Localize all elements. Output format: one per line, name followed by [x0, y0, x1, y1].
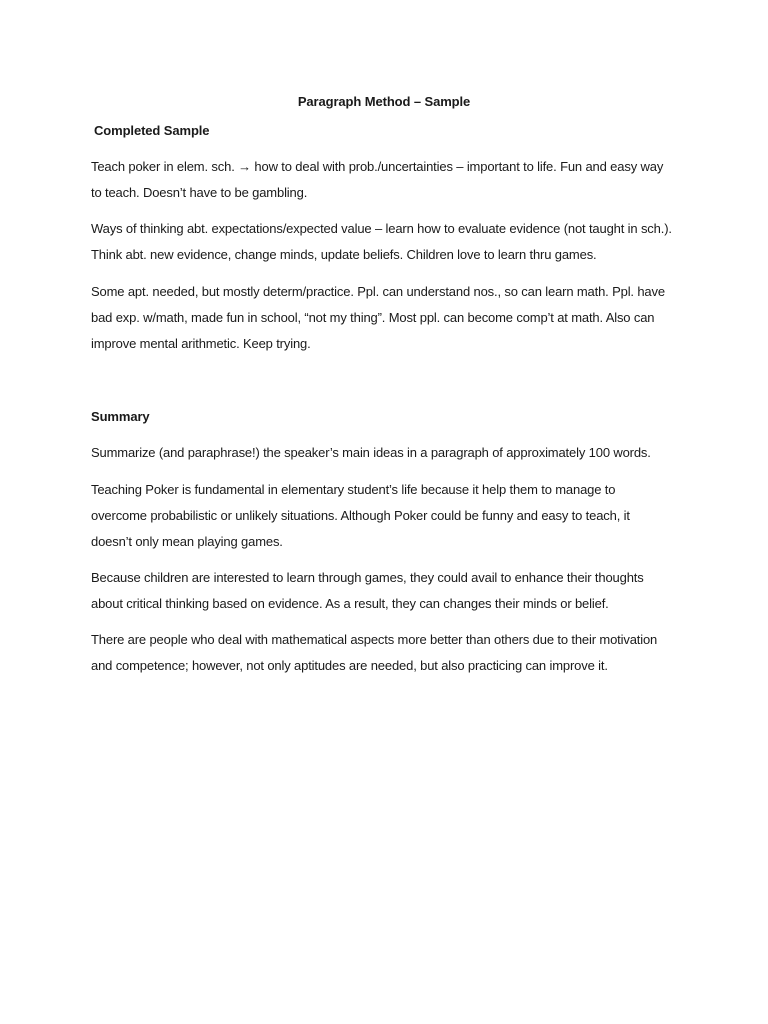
summary-paragraph-2: Because children are interested to learn through games, they could avail to enhance their thoughts about critical thinking based on evidence. As a result, they can changes their minds or belief. — [91, 570, 644, 611]
summary-paragraph-1: Teaching Poker is fundamental in elementary student’s life because it help them to manage to overcome probabilistic or unlikely situations. Although Poker could be funny and easy to teach, it doesn’t only mean playing games. — [91, 482, 630, 549]
note-paragraph-1: Teach poker in elem. sch. → how to deal with prob./uncertainties – important to life. Fun and easy way to teach. Doesn’t have to be gambling. — [91, 159, 664, 200]
completed-sample-heading: Completed Sample — [94, 123, 210, 138]
summary-instruction: Summarize (and paraphrase!) the speaker’s main ideas in a paragraph of approximately 100 words. — [91, 445, 651, 460]
note-paragraph-2: Ways of thinking abt. expectations/expected value – learn how to evaluate evidence (not taught in sch.). Think abt. new evidence, change minds, update beliefs. Children love to learn thru games. — [91, 221, 672, 262]
document-title: Paragraph Method – Sample — [297, 94, 471, 109]
summary-heading: Summary — [91, 409, 150, 424]
summary-paragraph-3: There are people who deal with mathematical aspects more better than others due to their motivation and competence; however, not only aptitudes are needed, but also practicing can improve it. — [91, 632, 658, 673]
note-paragraph-3: Some apt. needed, but mostly determ/practice. Ppl. can understand nos., so can learn math. Ppl. have bad exp. w/math, made fun in school, “not my thing”. Most ppl. can become comp’t at math. Also can improve mental arithmetic. Keep trying. — [91, 284, 665, 351]
